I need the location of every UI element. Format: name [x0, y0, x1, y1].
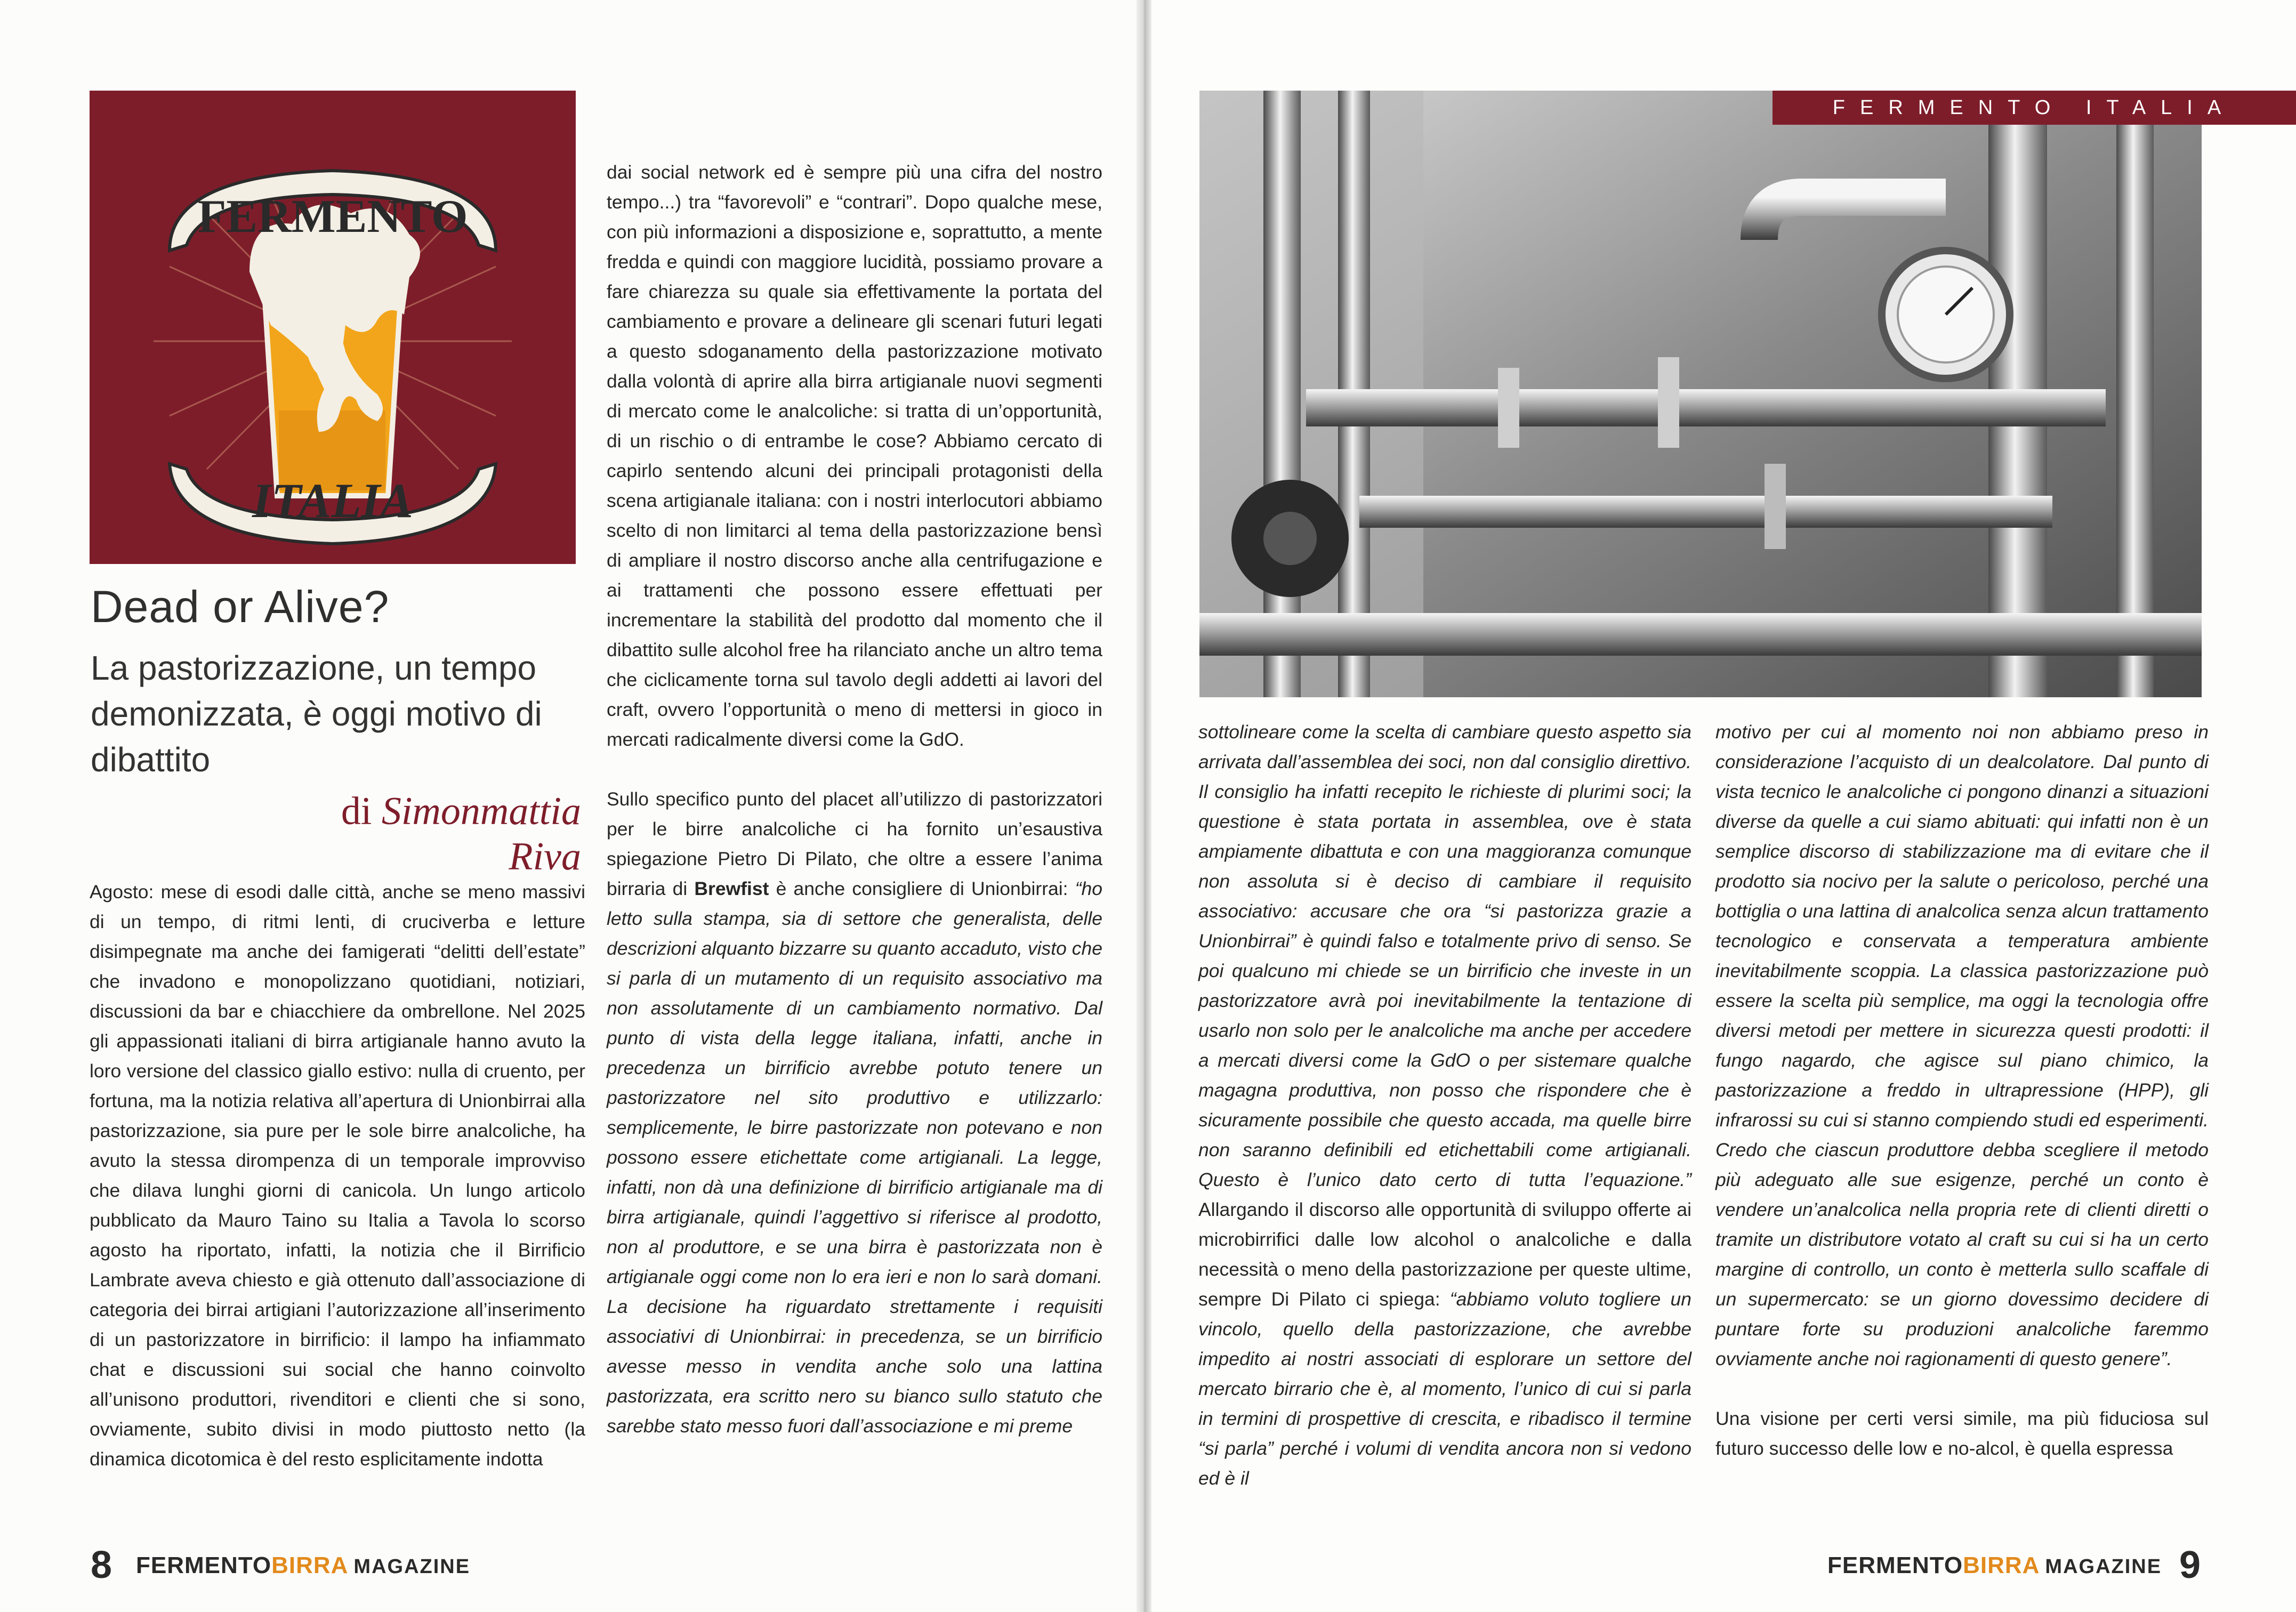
column-3-quote-2: “abbiamo voluto togliere un vincolo, quello della pastorizzazione, che avrebbe impedito ai nostri associati di esplorare un settore del mercato birrario che è, al momento, l’unico di cui si parla in termini di prospettive di crescita, e ribadisco il termine “si parla” perché i volumi di vendita ancora non si vedono ed è il [1198, 1288, 1691, 1489]
article-subhead: La pastorizzazione, un tempo demonizzata, è oggi motivo di dibattito [91, 649, 542, 779]
brewfist-name: Brewfist [694, 878, 769, 899]
column-4-paragraph-2: Una visione per certi versi simile, ma più fiduciosa sul futuro successo delle low e no-alcol, è quella espressa [1715, 1408, 2209, 1459]
brand-magazine: MAGAZINE [353, 1555, 471, 1578]
brand-fermento: FERMENTO [1827, 1552, 1963, 1578]
text-column-3 [1198, 717, 1691, 1493]
column-1-paragraph: Agosto: mese di esodi dalle città, anche se meno massivi di un tempo, di ritmi lenti, di cruciverba e letture disimpegnate ma anche dei famigerati “delitti dell’estate” che invadono e monopolizzano quotidiani, notiziari, discussioni da bar e chiacchiere da ombrellone. Nel 2025 gli appassionati italiani di birra artigianale hanno avuto la loro versione del classico giallo estivo: nulla di cruento, per fortuna, ma la notizia relativa all’apertura di Unionbirrai alla pastorizzazione, sia pure per le sole birre analcoliche, ha avuto la stessa dirompenza di un temporale improvviso che dilava lunghi giorni di canicola. Un lungo articolo pubblicato da Mauro Taino su Italia a Tavola lo scorso agosto ha riportato, infatti, la notizia che il Birrificio Lambrate aveva chiesto e già ottenuto dall’associazione di categoria dei birrai artigiani l’autorizzazione all’inserimento di un pastorizzatore in birrificio: il lampo ha infiammato chat e discussioni sui social che hanno coinvolto all’unisono produttori, rivenditori e clienti che si sono, ovviamente, subito divisi in modo piuttosto netto (la dinamica dicotomica è del resto esplicitamente indotta [90, 881, 585, 1470]
logo-top-text: FERMENTO [197, 191, 468, 243]
magazine-brand-left [136, 1552, 470, 1579]
column-3-plain: Allargando il discorso alle opportunità di sviluppo offerte ai microbirrifici dalle low alcohol o analcoliche e dalla necessità o meno della pastorizzazione per queste ultime, sempre Di Pilato ci spiega: [1198, 1199, 1691, 1310]
text-column-2 [607, 157, 1102, 1441]
page-number-left: 8 [91, 1544, 112, 1586]
column-3-quote: sottolineare come la scelta di cambiare questo aspetto sia arrivata dall’assemblea dei soci, non dal consiglio direttivo. Il consiglio ha infatti recepito le richieste di plurimi soci; la questione è stata portata in assemblea, ove è stata ampiamente dibattuta e con una maggioranza comunque non assoluta si è deciso di cambiare il requisito associativo: accusare che ora “si pastorizza grazie a Unionbirrai” è quindi falso e totalmente privo di senso. Se poi qualcuno mi chiede se un birrificio che investe in un pastorizzatore avrà poi inevitabilmente la tentazione di usarlo non solo per le analcoliche ma anche per accedere a mercati diversi come la GdO o per sistemare qualche magagna produttiva, non posso che rispondere che è sicuramente possibile che questo accada, ma quelle birre non saranno definibili ed etichettabili come artigianali. Questo è l’unico dato certo di tutta l’equazione.” [1198, 721, 1691, 1190]
brewery-pipes-photo [1199, 91, 2202, 697]
section-band: FERMENTO ITALIA [1773, 91, 2296, 125]
spine-gutter [1137, 0, 1151, 1612]
brand-magazine: MAGAZINE [2045, 1555, 2162, 1578]
logo-bottom-text: ITALIA [252, 473, 413, 528]
column-4-paragraph-1: motivo per cui al momento noi non abbiamo preso in considerazione l’acquisto di un dealcolatore. Dal punto di vista tecnico le analcoliche ci pongono dinanzi a situazioni diverse da quelle a cui siamo abituati: qui infatti non è un semplice discorso di stabilizzazione ma di evitare che il prodotto sia nocivo per la salute o pericoloso, perché una bottiglia o una lattina di analcolica senza alcun trattamento tecnologico e conservata a temperatura ambiente inevitabilmente scoppia. La classica pastorizzazione può essere la scelta più semplice, ma oggi la tecnologia offre diversi metodi per mettere in sicurezza questi prodotti: il fungo nagardo, che agisce sul piano chimico, la pastorizzazione a freddo in ultrapressione (HPP), gli infrarossi su cui si stanno compiendo studi ed esperimenti. Credo che ciascun produttore debba scegliere il metodo più adeguato alle sue esigenze, perché un conto è vendere un’analcolica nella propria rete di clienti diretti o tramite un distributore votato al craft su cui si ha un certo margine di controllo, un conto è metterla sullo scaffale di un supermercato: se un giorno dovessimo decidere di puntare forte su produzioni analcoliche faremmo ovviamente anche noi ragionamenti di questo genere”. [1715, 721, 2209, 1369]
brand-birra: BIRRA [1963, 1552, 2040, 1578]
column-2-paragraph-1: dai social network ed è sempre più una cifra del nostro tempo...) tra “favorevoli” e “contrari”. Dopo qualche mese, con più informazioni a disposizione e, soprattutto, a mente fredda e quindi con maggiore lucidità, possiamo provare a fare chiarezza su quale sia effettivamente la portata del cambiamento e provare a delineare gli scenari futuri legati a questo sdoganamento della pastorizzazione motivato dalla volontà di aprire alla birra artigianale nuovi segmenti di mercato come le analcoliche: si tratta di un’opportunità, di un rischio o di entrambe le cose? Abbiamo cercato di capirlo sentendo alcuni dei principali protagonisti della scena artigianale italiana: con i nostri interlocutori abbiamo scelto di non limitarci al tema della pastorizzazione bensì di ampliare il nostro discorso anche alla centrifugazione e ai trattamenti che possono essere effettuati per incrementare la stabilità del prodotto dal momento che il dibattito sulle alcohol free ha rilanciato anche un altro tema che ciclicamente torna sul tavolo degli addetti ai lavori del craft, ovvero l’opportunità o meno di mettersi in gioco in mercati radicalmente diversi come la GdO. [607, 162, 1102, 750]
text-column-1 [90, 877, 585, 1474]
byline-author: Simonmattia Riva [381, 789, 581, 878]
byline-prefix: di [341, 789, 372, 833]
brand-birra: BIRRA [271, 1552, 349, 1578]
page-number-right: 9 [2179, 1544, 2201, 1586]
fermento-italia-logo [90, 91, 576, 564]
column-2-paragraph-2 [607, 784, 1102, 1441]
text-column-4 [1715, 717, 2209, 1463]
magazine-brand-right [1827, 1552, 2162, 1579]
brand-fermento: FERMENTO [136, 1552, 272, 1578]
article-headline: Dead or Alive? [91, 582, 390, 632]
di-pilato-quote: “ho letto sulla stampa, sia di settore che generalista, delle descrizioni alquanto bizzarre su quanto accaduto, visto che si parla di un mutamento di un requisito associativo ma non assolutamente di un cambiamento normativo. Dal punto di vista della legge italiana, infatti, anche in precedenza un birrificio avrebbe potuto tenere un pastorizzatore nel sito produttivo e utilizzarlo: semplicemente, le birre pastorizzate non potevano e non possono essere etichettate come artigianali. La legge, infatti, non dà una definizione di birrificio artigianale ma di birra artigianale, quindi l’aggettivo si riferisce al prodotto, non al produttore, e se una birra è pastorizzata non è artigianale oggi come non lo era ieri e non lo sarà domani. La decisione ha riguardato strettamente i requisiti associativi di Unionbirrai: in precedenza, se un birrificio avesse messo in vendita anche solo una lattina pastorizzata, era scritto nero su bianco sullo statuto che sarebbe stato messo fuori dall’associazione e mi preme [607, 878, 1103, 1437]
article-byline [267, 789, 581, 880]
column-2-p2-b: è anche consigliere di Unionbirrai: [769, 878, 1075, 899]
left-page [0, 0, 1143, 1612]
column-2-p2-a: Sullo specifico punto del placet all’utilizzo di pastorizzatori per le birre analcoliche ci ha fornito un’esaustiva spiegazione Pietro Di Pilato, che oltre a essere l’anima birraria di [607, 788, 1102, 899]
column-3-paragraph [1198, 717, 1691, 1493]
